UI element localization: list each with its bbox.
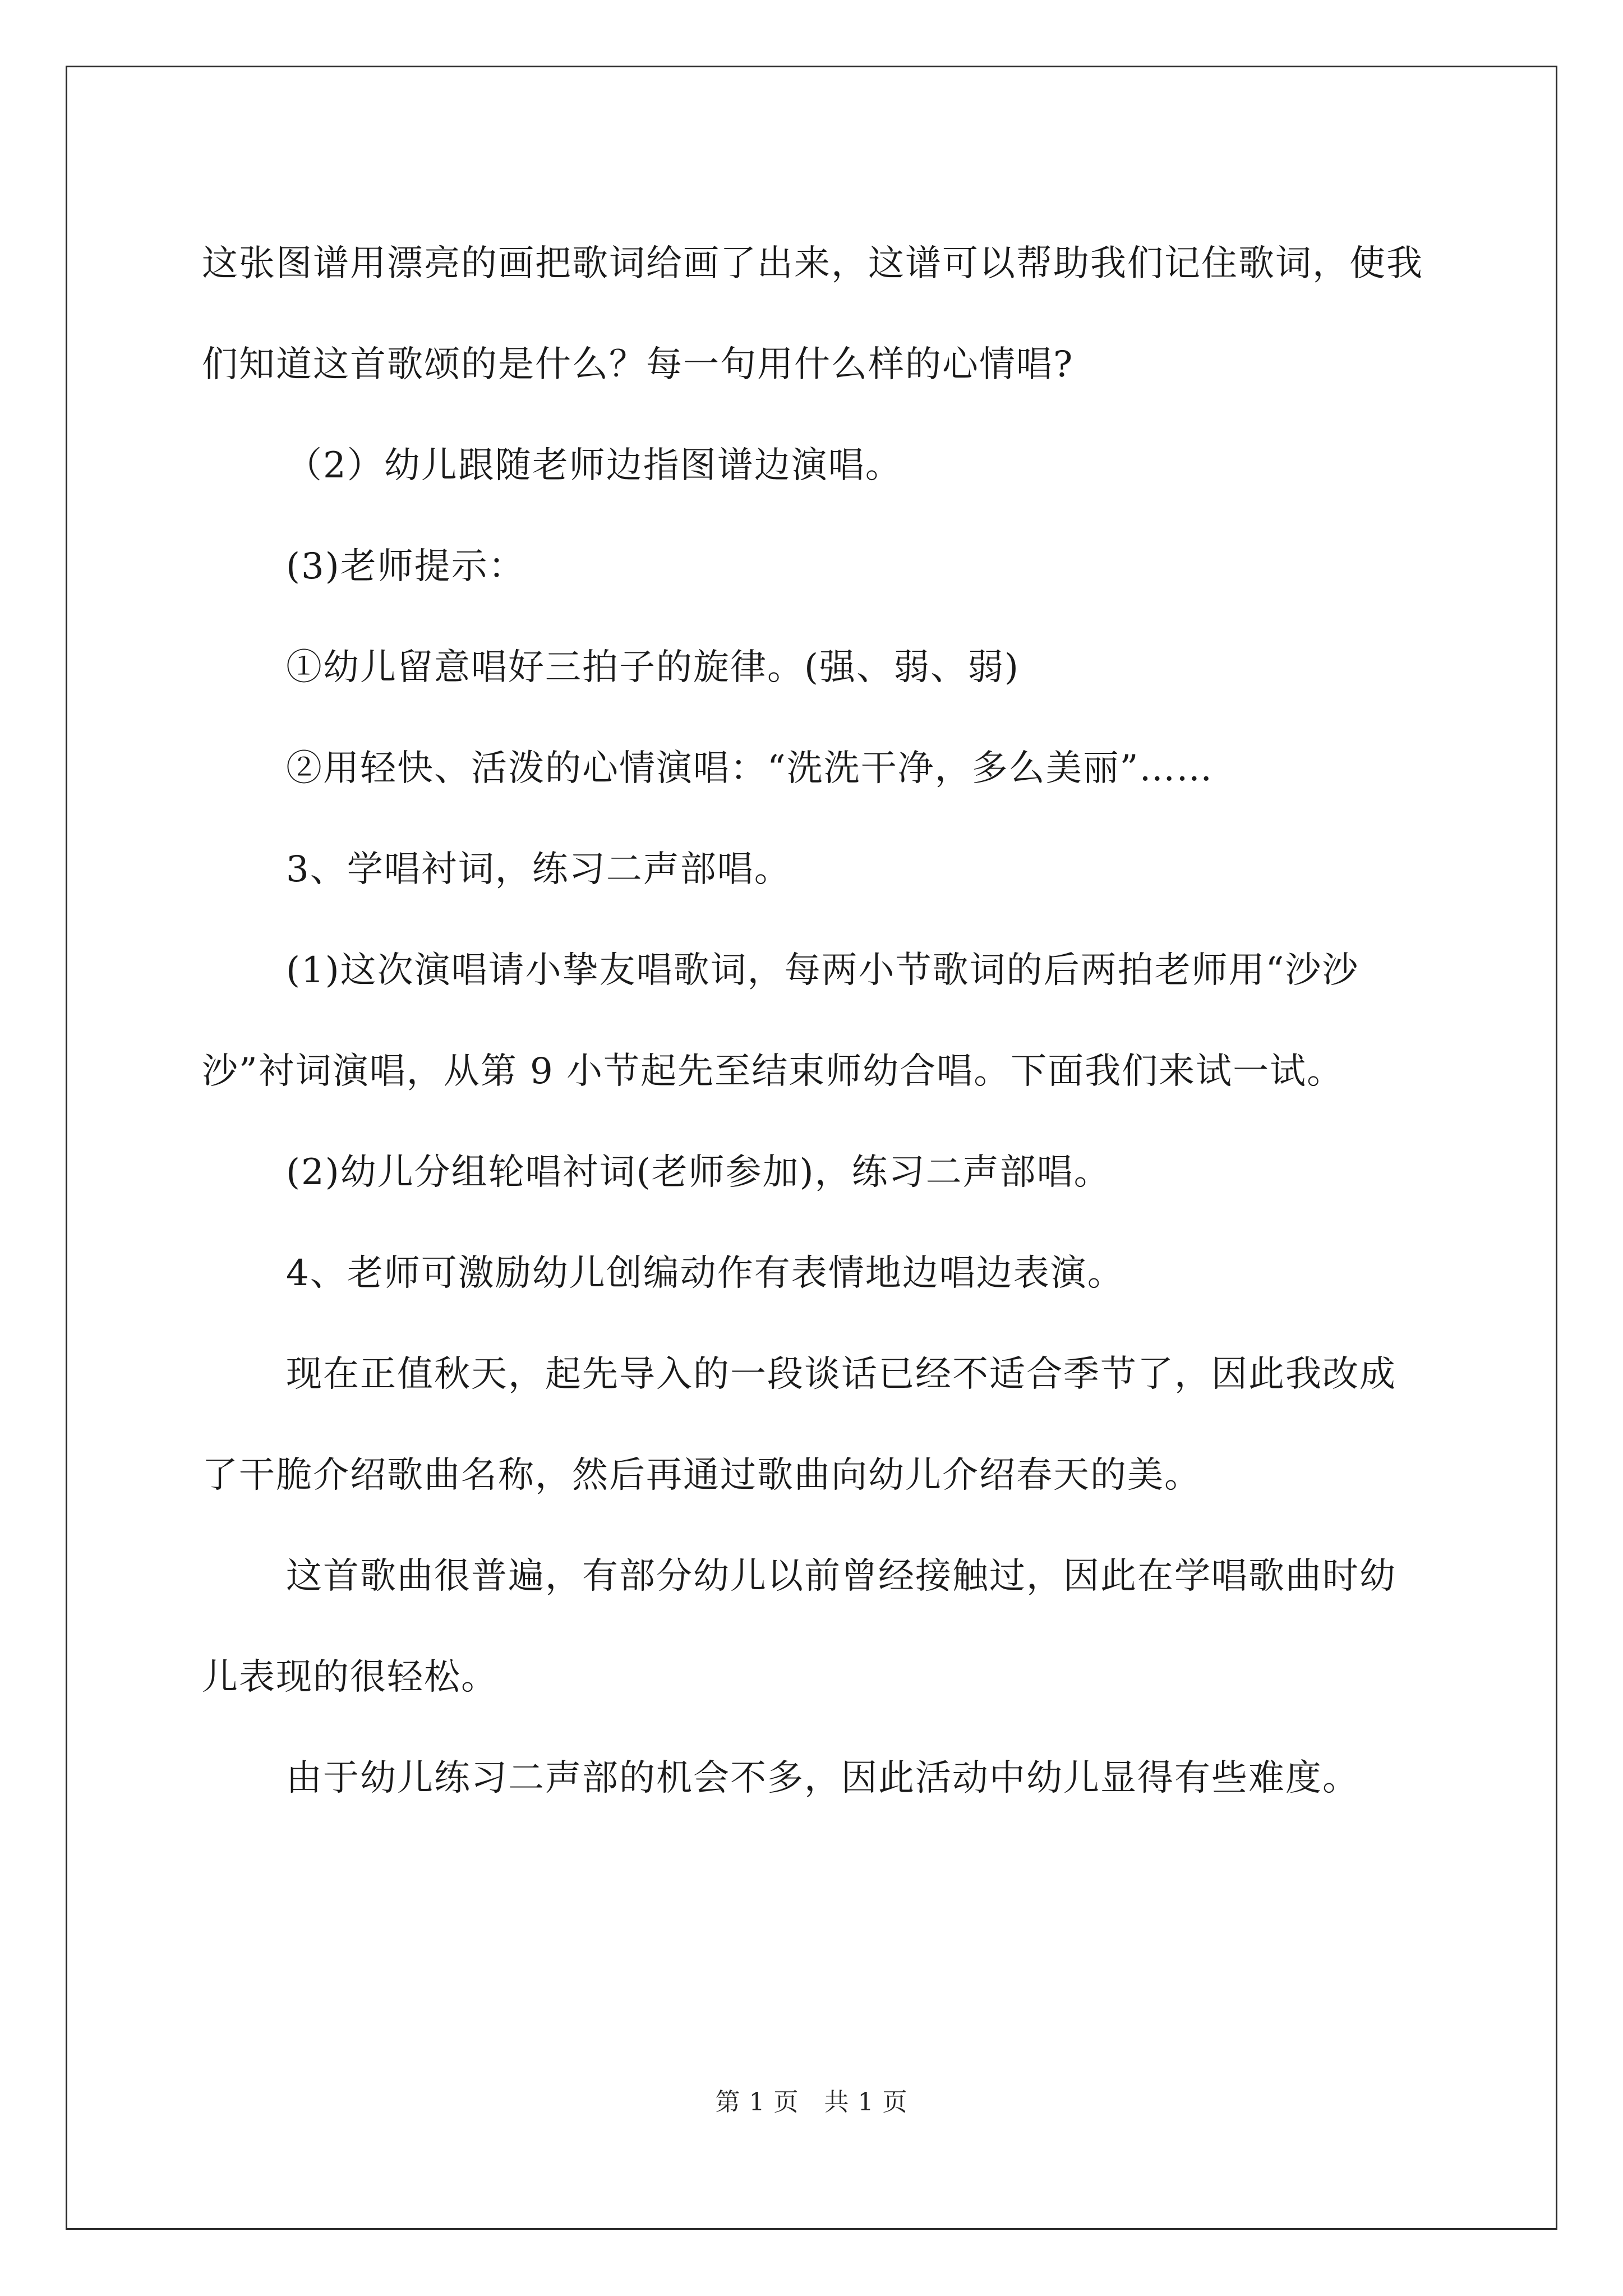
paragraph-7: (1)这次演唱请小挚友唱歌词，每两小节歌词的后两拍老师用“沙沙沙”衬词演唱，从第 9 小节起先至结束师幼合唱。下面我们来试一试。	[202, 950, 1359, 1092]
paragraph-12: 由于幼儿练习二声部的机会不多，因此活动中幼儿显得有些难度。	[286, 1757, 1359, 1799]
page-footer: 第 1 页 共 1 页	[715, 2088, 908, 2116]
paragraph-2: （2）幼儿跟随老师边指图谱边演唱。	[286, 445, 902, 486]
paragraph-3: (3)老师提示：	[286, 546, 525, 587]
paragraph-11: 这首歌曲很普遍，有部分幼儿以前曾经接触过，因此在学唱歌曲时幼儿表现的很轻松。	[202, 1556, 1396, 1698]
paragraph-9: 4、老师可激励幼儿创编动作有表情地边唱边表演。	[286, 1253, 1124, 1294]
document-body	[202, 213, 1424, 1829]
paragraph-8: (2)幼儿分组轮唱衬词(老师参加)，练习二声部唱。	[286, 1152, 1111, 1193]
paragraph-1: 这张图谱用漂亮的画把歌词给画了出来，这谱可以帮助我们记住歌词，使我们知道这首歌颂的是什么？每一句用什么样的心情唱?	[202, 243, 1423, 385]
paragraph-4: ①幼儿留意唱好三拍子的旋律。(强、弱、弱)	[286, 647, 1020, 688]
paragraph-5: ②用轻快、活泼的心情演唱：“洗洗干净，多么美丽”……	[286, 748, 1214, 789]
paragraph-6: 3、学唱衬词，练习二声部唱。	[286, 849, 791, 890]
paragraph-10: 现在正值秋天，起先导入的一段谈话已经不适合季节了，因此我改成了干脆介绍歌曲名称，然后再通过歌曲向幼儿介绍春天的美。	[202, 1354, 1396, 1496]
